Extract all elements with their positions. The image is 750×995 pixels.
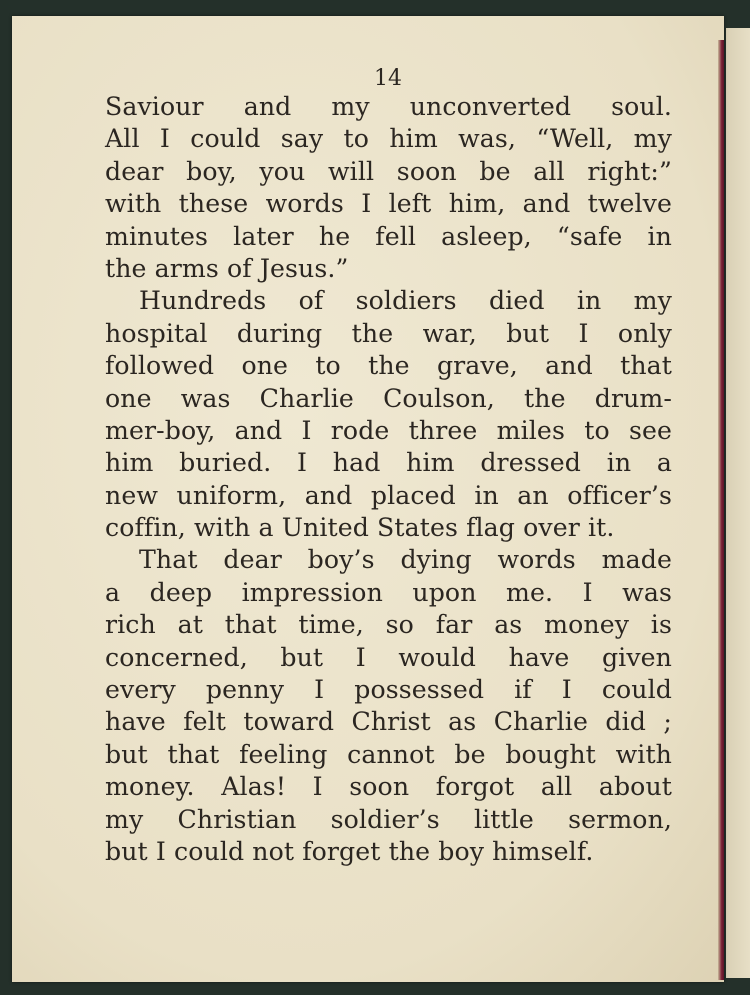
adjacent-page-edge — [726, 28, 750, 978]
text-line: Saviour and my unconverted soul. — [105, 92, 672, 121]
text-line: minutes later he fell asleep, “safe in — [105, 221, 672, 251]
text-line: the arms of Jesus.” — [105, 253, 349, 283]
text-line: him buried. I had him dressed in a — [105, 448, 672, 478]
text-line: new uniform, and placed in an officer’s — [105, 480, 672, 510]
paragraph — [105, 91, 672, 285]
text-line: money. Alas! I soon forgot all about — [105, 772, 672, 802]
text-line: hospital during the war, but I only — [105, 318, 672, 348]
text-line: All I could say to him was, “Well, my — [105, 124, 672, 154]
text-line: Hundreds of soldiers died in my — [139, 286, 672, 316]
text-line: mer-boy, and I rode three miles to see — [105, 415, 672, 445]
text-line: coffin, with a United States flag over it. — [105, 513, 615, 543]
text-line: a deep impression upon me. I was — [105, 577, 672, 607]
text-line: with these words I left him, and twelve — [105, 189, 672, 219]
text-line: That dear boy’s dying words made — [139, 545, 672, 575]
text-line: dear boy, you will soon be all right:” — [105, 156, 672, 186]
text-line: but that feeling cannot be bought with — [105, 739, 672, 769]
body-text — [105, 91, 672, 868]
text-line: every penny I possessed if I could — [105, 675, 672, 705]
book-spine-edge — [718, 40, 724, 980]
text-line: have felt toward Christ as Charlie did ; — [105, 707, 672, 737]
text-line: followed one to the grave, and that — [105, 351, 672, 381]
text-line: rich at that time, so far as money is — [105, 610, 672, 640]
text-line: concerned, but I would have given — [105, 642, 672, 672]
text-line: but I could not forget the boy himself. — [105, 836, 594, 866]
text-line: my Christian soldier’s little sermon, — [105, 804, 672, 834]
paragraph — [105, 544, 672, 868]
page-number: 14 — [374, 66, 402, 91]
text-line: one was Charlie Coulson, the drum- — [105, 383, 672, 413]
paragraph — [105, 285, 672, 544]
